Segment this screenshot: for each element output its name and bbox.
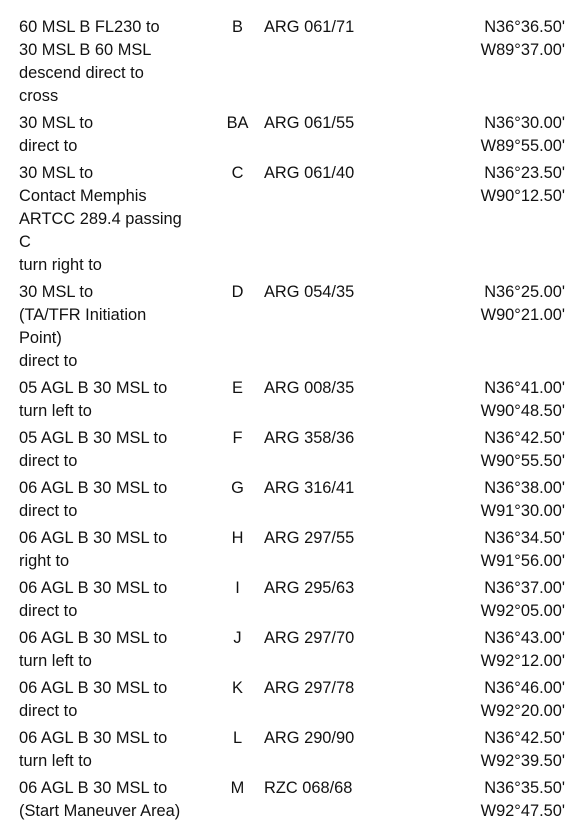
route-instruction bbox=[19, 16, 215, 108]
coordinates bbox=[425, 627, 565, 673]
navaid-radial-distance: ARG 295/63 bbox=[264, 579, 355, 597]
instruction-line: direct to bbox=[19, 452, 78, 470]
instruction-line: 05 AGL B 30 MSL to bbox=[19, 379, 168, 397]
latitude: N36°46.00' bbox=[484, 679, 565, 697]
latitude: N36°25.00' bbox=[484, 283, 565, 301]
navaid-radial-distance: ARG 297/78 bbox=[264, 679, 355, 697]
route-instruction bbox=[19, 727, 215, 773]
route-instruction bbox=[19, 427, 215, 473]
point-id: BA bbox=[226, 114, 249, 132]
instruction-line: turn left to bbox=[19, 402, 92, 420]
coordinates bbox=[425, 112, 565, 158]
waypoint-row bbox=[0, 427, 581, 473]
route-instruction bbox=[19, 477, 215, 523]
instruction-line: C bbox=[19, 233, 31, 251]
instruction-line: turn left to bbox=[19, 752, 92, 770]
latitude: N36°41.00' bbox=[484, 379, 565, 397]
instruction-line: direct to bbox=[19, 502, 78, 520]
navaid-radial-distance: ARG 061/71 bbox=[264, 18, 355, 36]
instruction-line: direct to bbox=[19, 352, 78, 370]
waypoint-row bbox=[0, 377, 581, 423]
navaid-radial-distance: ARG 008/35 bbox=[264, 379, 355, 397]
instruction-line: direct to bbox=[19, 137, 78, 155]
point-id: D bbox=[231, 283, 244, 301]
instruction-line: Point) bbox=[19, 329, 62, 347]
point-id: F bbox=[232, 429, 243, 447]
longitude: W92°05.00' bbox=[480, 602, 565, 620]
instruction-line: 05 AGL B 30 MSL to bbox=[19, 429, 168, 447]
latitude: N36°35.50' bbox=[484, 779, 565, 797]
route-instruction bbox=[19, 677, 215, 723]
waypoint-row bbox=[0, 112, 581, 158]
latitude: N36°42.50' bbox=[484, 729, 565, 747]
latitude: N36°43.00' bbox=[484, 629, 565, 647]
coordinates bbox=[425, 16, 565, 108]
coordinates bbox=[425, 162, 565, 277]
instruction-line: 06 AGL B 30 MSL to bbox=[19, 679, 168, 697]
instruction-line: 30 MSL to bbox=[19, 164, 94, 182]
coordinates bbox=[425, 477, 565, 523]
route-instruction bbox=[19, 162, 215, 277]
instruction-line: 06 AGL B 30 MSL to bbox=[19, 479, 168, 497]
point-id: J bbox=[233, 629, 242, 647]
instruction-line: right to bbox=[19, 552, 70, 570]
point-id: E bbox=[232, 379, 243, 397]
navaid-radial-distance: ARG 054/35 bbox=[264, 283, 355, 301]
waypoint-row bbox=[0, 777, 581, 823]
waypoint-row bbox=[0, 577, 581, 623]
point-id: B bbox=[232, 18, 243, 36]
longitude: W90°21.00' bbox=[480, 306, 565, 324]
route-instruction bbox=[19, 627, 215, 673]
longitude: W92°12.00' bbox=[480, 652, 565, 670]
route-description-table bbox=[0, 16, 581, 827]
instruction-line: descend direct to bbox=[19, 64, 144, 82]
point-id: G bbox=[231, 479, 244, 497]
point-id: C bbox=[231, 164, 244, 182]
instruction-line: cross bbox=[19, 87, 59, 105]
latitude: N36°34.50' bbox=[484, 529, 565, 547]
longitude: W90°48.50' bbox=[480, 402, 565, 420]
coordinates bbox=[425, 577, 565, 623]
route-instruction bbox=[19, 527, 215, 573]
waypoint-row bbox=[0, 16, 581, 108]
navaid-radial-distance: ARG 290/90 bbox=[264, 729, 355, 747]
longitude: W91°56.00' bbox=[480, 552, 565, 570]
instruction-line: 06 AGL B 30 MSL to bbox=[19, 579, 168, 597]
route-instruction bbox=[19, 112, 215, 158]
latitude: N36°36.50' bbox=[484, 18, 565, 36]
instruction-line: 30 MSL to bbox=[19, 114, 94, 132]
navaid-radial-distance: ARG 061/55 bbox=[264, 114, 355, 132]
longitude: W92°39.50' bbox=[480, 752, 565, 770]
instruction-line: 30 MSL to bbox=[19, 283, 94, 301]
instruction-line: 06 AGL B 30 MSL to bbox=[19, 529, 168, 547]
waypoint-row bbox=[0, 627, 581, 673]
route-instruction bbox=[19, 281, 215, 373]
instruction-line: 06 AGL B 30 MSL to bbox=[19, 629, 168, 647]
latitude: N36°23.50' bbox=[484, 164, 565, 182]
longitude: W92°20.00' bbox=[480, 702, 565, 720]
longitude: W91°30.00' bbox=[480, 502, 565, 520]
point-id: L bbox=[232, 729, 243, 747]
instruction-line: (TA/TFR Initiation bbox=[19, 306, 147, 324]
route-instruction bbox=[19, 777, 215, 823]
navaid-radial-distance: ARG 358/36 bbox=[264, 429, 355, 447]
latitude: N36°38.00' bbox=[484, 479, 565, 497]
coordinates bbox=[425, 281, 565, 373]
waypoint-row bbox=[0, 477, 581, 523]
point-id: M bbox=[230, 779, 245, 797]
navaid-radial-distance: ARG 061/40 bbox=[264, 164, 355, 182]
coordinates bbox=[425, 527, 565, 573]
instruction-line: 30 MSL B 60 MSL bbox=[19, 41, 152, 59]
instruction-line: direct to bbox=[19, 702, 78, 720]
coordinates bbox=[425, 427, 565, 473]
latitude: N36°37.00' bbox=[484, 579, 565, 597]
navaid-radial-distance: ARG 297/55 bbox=[264, 529, 355, 547]
coordinates bbox=[425, 677, 565, 723]
point-id: K bbox=[232, 679, 243, 697]
instruction-line: Contact Memphis bbox=[19, 187, 147, 205]
route-instruction bbox=[19, 377, 215, 423]
waypoint-row bbox=[0, 162, 581, 277]
instruction-line: ARTCC 289.4 passing bbox=[19, 210, 182, 228]
instruction-line: (Start Maneuver Area) bbox=[19, 802, 181, 820]
navaid-radial-distance: ARG 297/70 bbox=[264, 629, 355, 647]
longitude: W89°55.00' bbox=[480, 137, 565, 155]
instruction-line: 06 AGL B 30 MSL to bbox=[19, 729, 168, 747]
waypoint-row bbox=[0, 281, 581, 373]
latitude: N36°42.50' bbox=[484, 429, 565, 447]
instruction-line: turn right to bbox=[19, 256, 102, 274]
instruction-line: 06 AGL B 30 MSL to bbox=[19, 779, 168, 797]
waypoint-row bbox=[0, 527, 581, 573]
waypoint-row bbox=[0, 677, 581, 723]
coordinates bbox=[425, 727, 565, 773]
longitude: W92°47.50' bbox=[480, 802, 565, 820]
longitude: W90°55.50' bbox=[480, 452, 565, 470]
longitude: W89°37.00' bbox=[480, 41, 565, 59]
coordinates bbox=[425, 377, 565, 423]
waypoint-row bbox=[0, 727, 581, 773]
point-id: I bbox=[235, 579, 240, 597]
navaid-radial-distance: RZC 068/68 bbox=[264, 779, 353, 797]
instruction-line: 60 MSL B FL230 to bbox=[19, 18, 160, 36]
instruction-line: direct to bbox=[19, 602, 78, 620]
coordinates bbox=[425, 777, 565, 823]
route-instruction bbox=[19, 577, 215, 623]
point-id: H bbox=[231, 529, 244, 547]
instruction-line: turn left to bbox=[19, 652, 92, 670]
longitude: W90°12.50' bbox=[480, 187, 565, 205]
navaid-radial-distance: ARG 316/41 bbox=[264, 479, 355, 497]
latitude: N36°30.00' bbox=[484, 114, 565, 132]
